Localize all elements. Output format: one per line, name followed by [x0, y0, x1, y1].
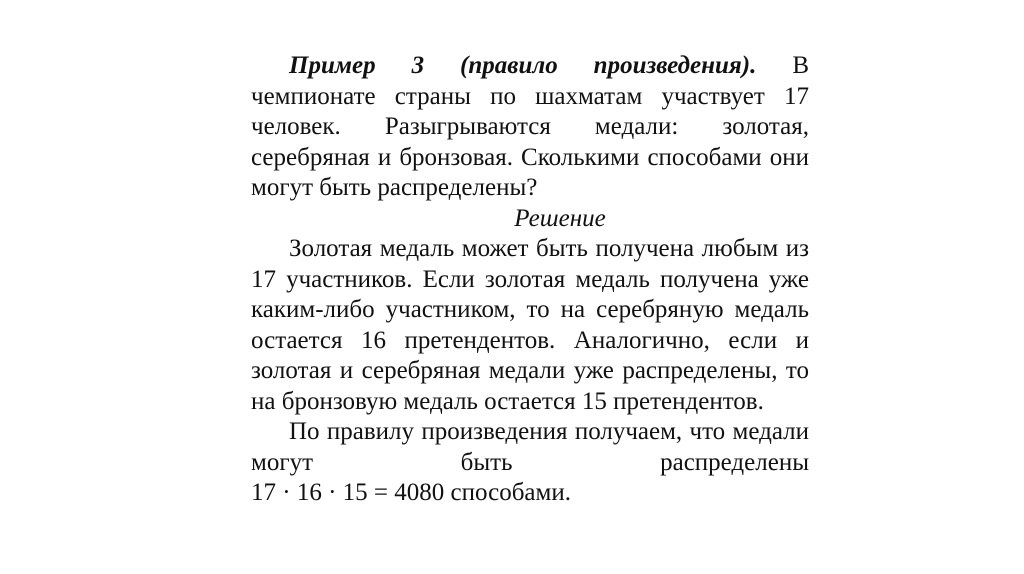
example-title: Пример 3 (правило произведения).	[289, 52, 757, 79]
solution-heading: Решение	[514, 204, 606, 232]
solution-formula: 17 · 16 · 15 = 4080 способами.	[251, 479, 571, 506]
document-page	[251, 51, 809, 509]
solution-paragraph-1: Золотая медаль может быть получена любым из 17 участников. Если золотая медаль получена уже каким-либо участником, то на серебряную медаль остается 16 претендентов. Аналогично, если и золотая и серебряная медали уже распределены, то на бронзовую медаль остается 15 претендентов.	[251, 235, 809, 415]
example-paragraph	[251, 51, 809, 204]
solution-paragraph-2: По правилу произведения получаем, что медали могут быть распределены	[251, 418, 809, 476]
example-text: В чемпионате страны по шахматам участвует 17 человек. Разыгрываются медали: золотая, серебряная и бронзовая. Сколькими способами они могут быть распределены?	[251, 52, 810, 201]
